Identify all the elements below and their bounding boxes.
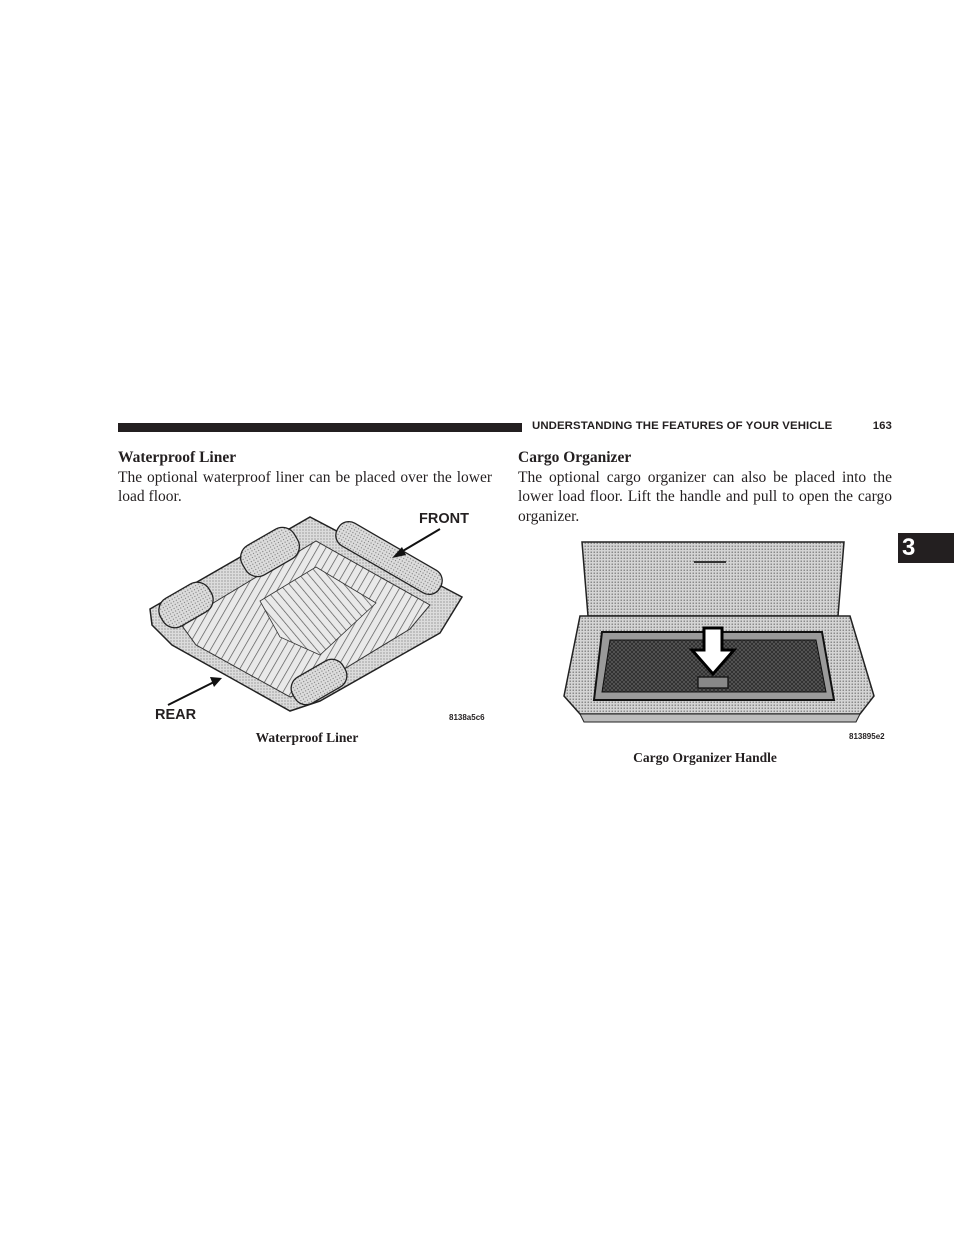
figure-code: 8138a5c6 — [449, 713, 485, 722]
waterproof-liner-text: The optional waterproof liner can be placed over the lower load floor. — [118, 468, 492, 505]
running-header — [532, 420, 892, 432]
front-label: FRONT — [419, 511, 469, 527]
cargo-organizer-heading: Cargo Organizer — [518, 449, 632, 466]
waterproof-liner-figure — [140, 505, 495, 727]
cargo-organizer-illustration — [560, 536, 894, 742]
right-column — [518, 448, 892, 526]
page-number: 163 — [872, 420, 892, 432]
cargo-organizer-figure — [560, 536, 894, 742]
waterproof-liner-caption: Waterproof Liner — [255, 730, 359, 745]
cargo-organizer-caption: Cargo Organizer Handle — [633, 750, 777, 765]
waterproof-liner-heading: Waterproof Liner — [118, 449, 237, 466]
section-title: UNDERSTANDING THE FEATURES OF YOUR VEHICLE — [532, 420, 833, 432]
cargo-organizer-text: The optional cargo organizer can also be placed into the lower load floor. Lift the handle and pull to open the cargo organizer. — [518, 468, 892, 525]
chapter-tab: 3 — [898, 533, 954, 563]
rear-label: REAR — [155, 707, 197, 723]
header-rule — [118, 423, 522, 432]
waterproof-liner-illustration — [140, 505, 495, 727]
figure-code: 813895e2 — [849, 732, 885, 741]
left-column — [118, 448, 492, 507]
